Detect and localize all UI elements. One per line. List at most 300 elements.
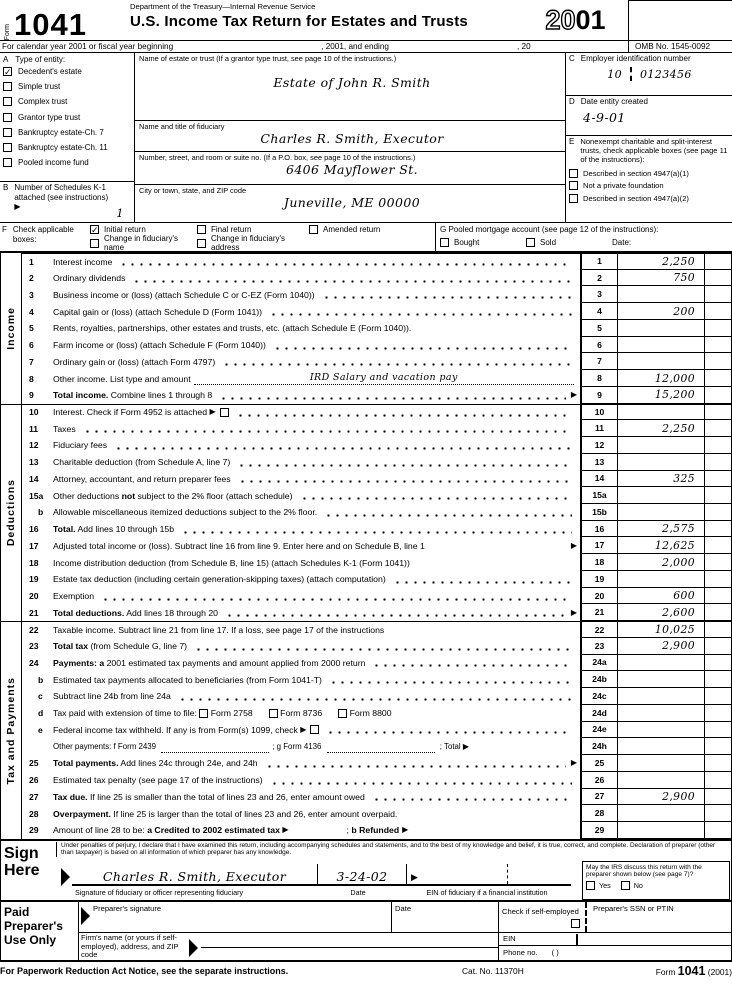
irs-discuss-question: May the IRS discuss this return with the preparer shown below (see page 7)? (586, 863, 702, 879)
line-ref-17: 17 (580, 537, 618, 554)
return-type-option (309, 225, 380, 234)
line-description (53, 420, 580, 437)
pooled-mortgage-option (526, 238, 606, 247)
line-ref-5: 5 (580, 320, 618, 337)
ein-prefix-value[interactable]: 10 (607, 67, 622, 81)
amount-field-27[interactable] (618, 789, 705, 806)
dot-leader (329, 681, 572, 684)
item-d-title: Date entity created (580, 97, 648, 106)
form-line-row (22, 638, 731, 655)
tax-year (523, 0, 628, 40)
line-description (53, 405, 580, 421)
amount-field-23[interactable] (618, 638, 705, 655)
city-state-zip-label: City or town, state, and ZIP code (139, 186, 247, 196)
cents-field-11[interactable] (705, 420, 731, 437)
return-type-option-label: Change in fiduciary's name (104, 234, 179, 252)
amount-value: 15,200 (654, 388, 695, 402)
line-text: Form 8800 (347, 708, 392, 719)
line-ref-25: 25 (580, 755, 618, 772)
amount-field-18[interactable] (618, 554, 705, 571)
form-line-row (22, 772, 731, 789)
return-type-option-checkbox[interactable] (197, 225, 206, 234)
line-text: Taxable income. Subtract line 21 from line 17. If a loss, see page 17 of the instructions (53, 625, 385, 636)
cents-field-12[interactable] (705, 437, 731, 454)
cents-field-20[interactable] (705, 588, 731, 605)
line-number: e (38, 724, 43, 735)
entity-type-options (3, 67, 132, 167)
arrow-icon: ▶ (570, 758, 577, 768)
nonexempt-option-label: Not a private foundation (583, 181, 664, 191)
write-in-value: IRD Salary and vacation pay (309, 372, 458, 383)
preparer-date-cell[interactable] (391, 902, 498, 932)
amount-field-17[interactable] (618, 537, 705, 554)
cents-field-13[interactable] (705, 454, 731, 471)
line-number: 19 (29, 574, 39, 585)
year-prefix: 20 (545, 4, 576, 35)
amount-value: 12,000 (654, 371, 695, 385)
ein-box (566, 53, 732, 96)
amount-value: 2,900 (662, 639, 695, 653)
city-state-zip-value[interactable]: Juneville, ME 00000 (283, 195, 421, 211)
line-number: 4 (29, 306, 34, 317)
cents-field-15b[interactable] (705, 504, 731, 521)
amount-field-10[interactable] (618, 405, 705, 421)
return-type-option-checkbox[interactable] (90, 239, 99, 248)
nonexempt-option-label: Described in section 4947(a)(1) (583, 169, 689, 178)
line-text: Form 8736 (277, 708, 323, 719)
cents-field-24a[interactable] (705, 655, 731, 672)
form-line-row (22, 521, 731, 538)
ein-caption: EIN of fiduciary if a financial institution (426, 887, 548, 897)
amount-value: 2,000 (662, 555, 695, 569)
line-number: 21 (29, 607, 39, 618)
amount-field-1[interactable] (618, 254, 705, 270)
line-ref-28: 28 (580, 805, 618, 822)
street-address-value[interactable]: 6406 Mayflower St. (285, 162, 419, 178)
pooled-mortgage-options (440, 238, 732, 247)
section-band (1, 621, 21, 839)
form-line-row (22, 504, 731, 521)
line-text: Rents, royalties, partnerships, other estates and trusts, etc. (attach Schedule E (Form 1040)). (53, 323, 412, 334)
cents-field-3[interactable] (705, 286, 731, 303)
footer-form-id (612, 964, 732, 978)
line-description (53, 286, 580, 303)
line-text: Total. (53, 524, 76, 535)
line-text: Estate tax deduction (including certain generation-skipping taxes) (attach computation) (53, 574, 386, 585)
street-address-box (135, 152, 565, 185)
amount-field-15a[interactable] (618, 487, 705, 504)
preparer-ssn-cell[interactable] (585, 902, 731, 932)
form-line-row (22, 303, 731, 320)
amount-field-4[interactable] (618, 303, 705, 320)
amount-field-24h[interactable] (618, 738, 705, 755)
line-text: Charitable deduction (from Schedule A, line 7) (53, 457, 231, 468)
line-description (53, 471, 580, 488)
write-in-field[interactable] (161, 740, 269, 753)
entity-type-option-checkbox[interactable] (3, 128, 12, 137)
line-ref-15b: 15b (580, 504, 618, 521)
cents-field-23[interactable] (705, 638, 731, 655)
dot-leader (238, 480, 572, 483)
line-description (53, 454, 580, 471)
form-line-row (22, 537, 731, 554)
amount-field-16[interactable] (618, 521, 705, 538)
line-description (53, 755, 580, 772)
amount-field-9[interactable] (618, 387, 705, 404)
amount-field-24e[interactable] (618, 722, 705, 739)
line-description (53, 604, 580, 621)
return-type-option-label: Initial return (104, 225, 146, 234)
top-right-empty-box (628, 0, 732, 40)
amount-field-19[interactable] (618, 571, 705, 588)
nonexempt-option-checkbox[interactable] (569, 181, 578, 190)
entity-type-option-checkbox[interactable] (3, 143, 12, 152)
cents-field-18[interactable] (705, 554, 731, 571)
item-g-title: Pooled mortgage account (see page 12 of the instructions): (448, 225, 659, 234)
form-line-row (22, 789, 731, 806)
date-created-value[interactable]: 4-9-01 (583, 110, 626, 125)
preparer-signature-label: Preparer's signature (93, 903, 162, 913)
line-number: 3 (29, 289, 34, 300)
write-in-field[interactable] (327, 740, 435, 753)
cents-field-8[interactable] (705, 370, 731, 387)
amount-field-24b[interactable] (618, 671, 705, 688)
firm-name-cell[interactable] (79, 933, 498, 960)
line-text: (from Schedule G, line 7) (88, 641, 188, 652)
amount-field-12[interactable] (618, 437, 705, 454)
line-text: Exemption (53, 591, 95, 602)
cents-field-21[interactable] (705, 604, 731, 621)
cents-field-1[interactable] (705, 254, 731, 270)
line-text: Tax paid with extension of time to file: (53, 708, 200, 719)
ein-arrow-icon: ▶ (411, 871, 418, 882)
amount-field-28[interactable] (618, 805, 705, 822)
cents-field-24b[interactable] (705, 671, 731, 688)
line-number (22, 738, 53, 755)
entity-type-option (3, 67, 132, 76)
line-ref-19: 19 (580, 571, 618, 588)
amount-value: 750 (673, 271, 695, 285)
form-line-row (22, 286, 731, 303)
cents-field-14[interactable] (705, 471, 731, 488)
line-text: Other income. List type and amount (53, 373, 191, 384)
ein-dashed-divider (507, 864, 508, 884)
amount-field-29[interactable] (618, 822, 705, 839)
line-number: 26 (29, 775, 39, 786)
dot-leader (265, 765, 566, 768)
line-text: Income distribution deduction (from Schedule B, line 15) (attach Schedules K-1 (Form 1041)) (53, 557, 410, 568)
dot-leader (222, 363, 572, 366)
line-text: Total tax (53, 641, 89, 652)
estate-name-box (135, 53, 565, 121)
return-type-options-row2 (90, 234, 435, 252)
form-line-row (22, 571, 731, 588)
return-type-option (90, 234, 193, 252)
dot-leader (393, 581, 572, 584)
dot-leader (237, 464, 572, 467)
amount-field-22[interactable] (618, 622, 705, 638)
entity-type-option-checkbox[interactable] (3, 82, 12, 91)
amount-field-2[interactable] (618, 270, 705, 287)
write-in-field[interactable] (194, 372, 574, 385)
line-description (53, 705, 580, 722)
self-employed-checkbox[interactable] (571, 919, 580, 928)
dot-leader (132, 280, 572, 283)
cents-field-7[interactable] (705, 353, 731, 370)
cents-field-28[interactable] (705, 805, 731, 822)
form-line-row (22, 420, 731, 437)
line-description (53, 722, 580, 739)
entity-type-option-label: Pooled income fund (18, 158, 89, 168)
cents-field-2[interactable] (705, 270, 731, 287)
line-text: Total deductions. (53, 607, 125, 618)
form-line-row (22, 270, 731, 287)
form-title-block (130, 0, 523, 40)
line-text: b Refunded (351, 825, 400, 836)
cents-field-24h[interactable] (705, 738, 731, 755)
sign-label-line2: Here (4, 861, 40, 879)
amount-field-7[interactable] (618, 353, 705, 370)
line-text: 2001 estimated tax payments and amount applied from 2000 return (104, 657, 366, 668)
line-text: If line 25 is smaller than the total of lines 23 and 26, enter amount owed (87, 791, 365, 802)
fiduciary-name-label: Name and title of fiduciary (139, 121, 225, 131)
entity-type-option (3, 97, 132, 106)
cents-field-22[interactable] (705, 622, 731, 638)
form-line-row (22, 554, 731, 571)
amount-value: 2,250 (662, 421, 695, 435)
amount-field-13[interactable] (618, 454, 705, 471)
entity-type-option (3, 158, 132, 167)
amount-field-8[interactable] (618, 370, 705, 387)
cents-field-26[interactable] (705, 772, 731, 789)
amount-field-25[interactable] (618, 755, 705, 772)
line-number: 20 (29, 591, 39, 602)
irs-discuss-no-checkbox[interactable] (621, 881, 630, 890)
line-ref-10: 10 (580, 405, 618, 421)
line-text: If line 25 is larger than the total of lines 23 and 26, enter amount overpaid. (110, 808, 398, 819)
return-type-option-checkbox[interactable] (197, 239, 206, 248)
amount-field-24a[interactable] (618, 655, 705, 672)
line-description (53, 320, 580, 337)
line-number: 1 (29, 256, 34, 267)
dot-leader (322, 296, 572, 299)
cents-field-6[interactable] (705, 337, 731, 354)
line-number: 6 (29, 340, 34, 351)
line-description (53, 688, 580, 705)
amount-field-15b[interactable] (618, 504, 705, 521)
dot-leader (326, 731, 572, 734)
line-text: Capital gain or (loss) (attach Schedule D (Form 1041)) (53, 306, 263, 317)
line-text: Add lines 10 through 15b (75, 524, 175, 535)
amount-field-6[interactable] (618, 337, 705, 354)
item-c-letter: C (569, 54, 575, 63)
line-description (53, 772, 580, 789)
amount-field-24d[interactable] (618, 705, 705, 722)
signature-date-field[interactable]: 3-24-02 (336, 868, 388, 884)
line-checkbox[interactable] (269, 709, 278, 718)
form-title: U.S. Income Tax Return for Estates and Trusts (130, 13, 468, 30)
form-line-row (22, 822, 731, 839)
schedules-k1-count[interactable]: 1 (116, 207, 124, 220)
line-text: Federal income tax withheld. If any is from Form(s) 1099, check (53, 724, 301, 735)
dot-leader (269, 313, 572, 316)
preparer-label-line3: Use Only (4, 932, 57, 947)
firm-name-field[interactable] (201, 934, 498, 948)
line-number: 5 (29, 323, 34, 334)
estate-name-value[interactable]: Estate of John R. Smith (273, 75, 431, 90)
line-text: Total income. (53, 390, 109, 401)
section-band (1, 404, 21, 622)
dot-leader (178, 698, 572, 701)
cents-field-24e[interactable] (705, 722, 731, 739)
form-line-row (22, 454, 731, 471)
cents-field-24d[interactable] (705, 705, 731, 722)
amount-field-26[interactable] (618, 772, 705, 789)
line-ref-12: 12 (580, 437, 618, 454)
line-description (53, 671, 580, 688)
line-text: Total payments. (53, 758, 119, 769)
pooled-mortgage-option-checkbox[interactable] (440, 238, 449, 247)
preparer-signature-cell[interactable] (79, 902, 391, 932)
return-type-option-checkbox[interactable] (309, 225, 318, 234)
entity-type-option-label: Simple trust (18, 82, 61, 92)
line-text: ; Total (437, 742, 463, 752)
line-text: Allowable miscellaneous itemized deductions subject to the 2% floor. (53, 507, 318, 518)
cents-field-17[interactable] (705, 537, 731, 554)
line-description (53, 588, 580, 605)
line-text: Other deductions (53, 490, 122, 501)
cents-field-27[interactable] (705, 789, 731, 806)
firm-arrow-icon (189, 939, 198, 957)
cents-field-15a[interactable] (705, 487, 731, 504)
footer-form-word: Form (655, 966, 676, 977)
dot-leader (83, 430, 572, 433)
amount-field-11[interactable] (618, 420, 705, 437)
entity-type-option-checkbox[interactable] (3, 97, 12, 106)
signature-arrow-icon (61, 868, 70, 886)
cents-field-5[interactable] (705, 320, 731, 337)
amount-value: 200 (673, 304, 695, 318)
entity-type-option-checkbox[interactable] (3, 113, 12, 122)
line-ref-15a: 15a (580, 487, 618, 504)
cents-field-25[interactable] (705, 755, 731, 772)
amount-field-5[interactable] (618, 320, 705, 337)
form-line-row (22, 471, 731, 488)
return-type-option-checkbox[interactable]: ✓ (91, 225, 99, 235)
line-ref-24b: 24b (580, 671, 618, 688)
line-number: b (38, 674, 44, 685)
line-description (53, 504, 580, 521)
dot-leader (372, 798, 572, 801)
dot-leader (101, 598, 572, 601)
line-text: Interest. Check if Form 4952 is attached (53, 407, 210, 418)
line-description (53, 521, 580, 538)
dot-leader (194, 648, 572, 651)
line-number: 9 (29, 390, 34, 401)
amount-field-3[interactable] (618, 286, 705, 303)
line-checkbox[interactable] (220, 408, 229, 417)
line-ref-2: 2 (580, 270, 618, 287)
line-text: a Credited to 2002 estimated tax (147, 825, 283, 836)
return-type-option (197, 234, 305, 252)
line-text: subject to the 2% floor (attach schedule) (135, 490, 293, 501)
fiduciary-signature-field[interactable]: Charles R. Smith, Executor (102, 868, 287, 884)
form-line-row (22, 337, 731, 354)
line-ref-11: 11 (580, 420, 618, 437)
entity-type-option-checkbox[interactable]: ✓ (4, 67, 12, 77)
cents-field-19[interactable] (705, 571, 731, 588)
amount-field-14[interactable] (618, 471, 705, 488)
arrow-icon: ▶ (570, 390, 577, 400)
line-number: 29 (29, 825, 39, 836)
line-number: 11 (29, 423, 39, 434)
line-ref-29: 29 (580, 822, 618, 839)
entity-type-option-label: Grantor type trust (18, 112, 81, 122)
ein-suffix-value[interactable]: 0123456 (640, 67, 692, 81)
year-suffix: 01 (575, 4, 606, 35)
nonexempt-option-checkbox[interactable] (569, 194, 578, 203)
nonexempt-option (569, 194, 730, 203)
line-ref-16: 16 (580, 521, 618, 538)
line-ref-24e: 24e (580, 722, 618, 739)
dot-leader (119, 263, 572, 266)
preparer-ein-cell[interactable] (499, 933, 731, 946)
nonexempt-box (566, 136, 732, 222)
cents-field-24c[interactable] (705, 688, 731, 705)
line-ref-7: 7 (580, 353, 618, 370)
line-number: 25 (29, 758, 39, 769)
return-type-option-label: Final return (211, 225, 252, 234)
treasury-department-line: Department of the Treasury—Internal Revenue Service (130, 2, 316, 11)
cents-field-9[interactable] (705, 387, 731, 404)
form-line-row (22, 353, 731, 370)
city-state-zip-box (135, 185, 565, 222)
entity-type-option-checkbox[interactable] (3, 158, 12, 167)
line-number: 16 (29, 524, 39, 535)
calendar-year-mid: , 2001, and ending (321, 42, 389, 51)
amount-field-20[interactable] (618, 588, 705, 605)
line-text: ; (346, 825, 352, 836)
cents-field-29[interactable] (705, 822, 731, 839)
amount-field-24c[interactable] (618, 688, 705, 705)
cents-field-16[interactable] (705, 521, 731, 538)
entity-type-option-label: Bankruptcy estate-Ch. 7 (18, 127, 104, 137)
fiduciary-name-value[interactable]: Charles R. Smith, Executor (260, 130, 444, 146)
cents-field-4[interactable] (705, 303, 731, 320)
preparer-ssn-label: Preparer's SSN or PTIN (593, 903, 674, 913)
cents-field-10[interactable] (705, 405, 731, 421)
form-line-row (22, 253, 731, 270)
line-number: 8 (29, 373, 34, 384)
pooled-mortgage-option-checkbox[interactable] (526, 238, 535, 247)
line-checkbox[interactable] (338, 709, 347, 718)
preparer-phone-cell[interactable] (499, 946, 731, 959)
line-text: Estimated tax penalty (see page 17 of the instructions) (53, 775, 263, 786)
form-header (0, 0, 732, 40)
line-checkbox[interactable] (199, 709, 208, 718)
amount-field-21[interactable] (618, 604, 705, 621)
line-text: Ordinary gain or (loss) (attach Form 4797) (53, 356, 216, 367)
sign-here-section (0, 841, 732, 902)
line-description (53, 805, 580, 822)
line-number: b (38, 507, 44, 518)
irs-discuss-yes-checkbox[interactable] (586, 881, 595, 890)
nonexempt-option-checkbox[interactable] (569, 169, 578, 178)
line-text: Estimated tax payments allocated to beneficiaries (from Form 1041-T) (53, 674, 322, 685)
catalog-number: Cat. No. 11370H (462, 965, 524, 976)
form-line-row (22, 671, 731, 688)
line-checkbox[interactable] (310, 725, 319, 734)
